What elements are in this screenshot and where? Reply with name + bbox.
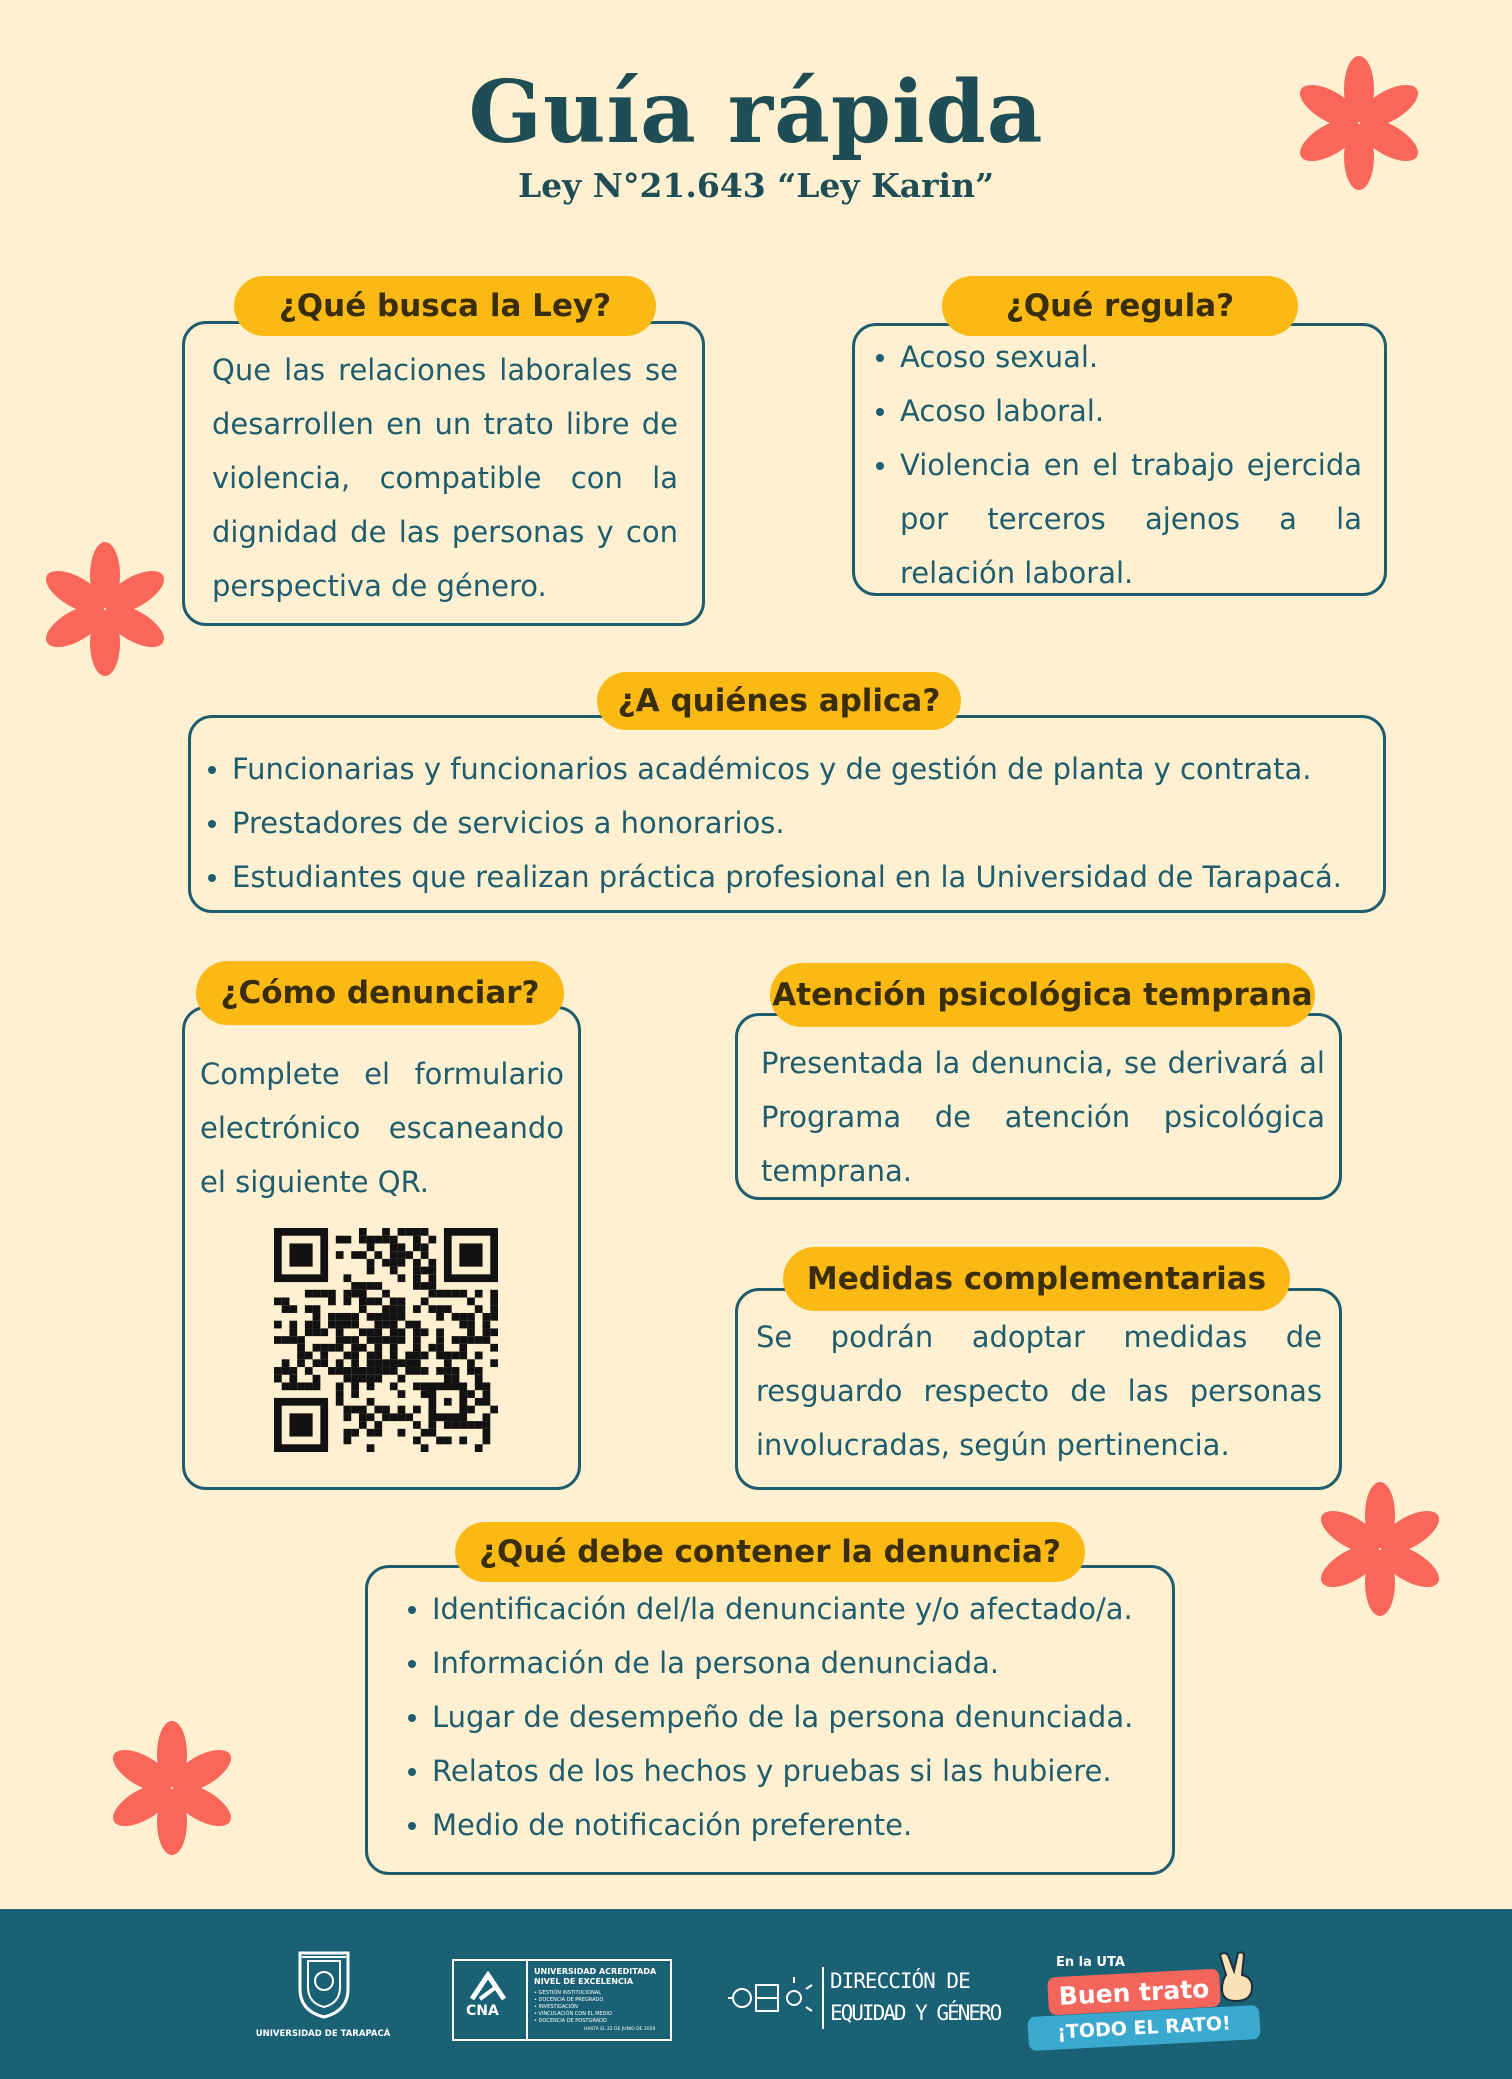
flower-decoration bbox=[1297, 55, 1421, 191]
list-item: Prestadores de servicios a honorarios. bbox=[204, 796, 1384, 850]
list-item: Medio de notificación preferente. bbox=[404, 1798, 1174, 1852]
bt-main: Buen trato bbox=[1047, 1969, 1221, 2016]
page-title: Guía rápida bbox=[468, 62, 1044, 163]
cna-title-1: UNIVERSIDAD ACREDITADA bbox=[534, 1967, 657, 1976]
deg-line-2: EQUIDAD Y GÉNERO bbox=[830, 2001, 1001, 2025]
cna-item: • DOCENCIA DE POSTGRADO bbox=[534, 2018, 607, 2024]
cna-item: • DOCENCIA DE PREGRADO bbox=[534, 1997, 604, 2003]
aplica-list bbox=[204, 742, 1384, 904]
cna-until: HASTA EL 22 DE JUNIO DE 2029 bbox=[584, 2027, 656, 2032]
cna-item: • VINCULACIÓN CON EL MEDIO bbox=[534, 2011, 612, 2017]
regula-list bbox=[872, 330, 1362, 600]
uta-name: UNIVERSIDAD DE TARAPACÁ bbox=[255, 2029, 391, 2039]
peace-hand-icon bbox=[1212, 1951, 1260, 2003]
uta-shield-icon bbox=[296, 1949, 352, 2019]
denunciar-text: Complete el formulario electrónico escaneando el siguiente QR. bbox=[200, 1057, 564, 1199]
list-item: Estudiantes que realizan práctica profesional en la Universidad de Tarapacá. bbox=[204, 850, 1384, 904]
cna-items bbox=[534, 1990, 612, 2025]
list-item: Acoso sexual. bbox=[872, 330, 1362, 384]
bt-small: En la UTA bbox=[1056, 1955, 1125, 1970]
qr-code-icon[interactable] bbox=[274, 1228, 498, 1452]
deg-line-1: DIRECCIÓN DE bbox=[830, 1969, 970, 1993]
list-item: Lugar de desempeño de la persona denunciada. bbox=[404, 1690, 1174, 1744]
bt-sub: ¡TODO EL RATO! bbox=[1027, 2005, 1260, 2051]
list-item: Violencia en el trabajo ejercida por terceros ajenos a la relación laboral. bbox=[872, 438, 1362, 600]
medidas-text: Se podrán adoptar medidas de resguardo respecto de las personas involucradas, según pertinencia. bbox=[756, 1320, 1322, 1462]
buen-trato-logo[interactable] bbox=[1024, 1949, 1274, 2049]
cna-mark-icon bbox=[468, 1971, 508, 2001]
list-item: Relatos de los hechos y pruebas si las hubiere. bbox=[404, 1744, 1174, 1798]
cna-title-2: NIVEL DE EXCELENCIA bbox=[534, 1977, 634, 1986]
atencion-text: Presentada la denuncia, se derivará al Programa de atención psicológica temprana. bbox=[761, 1046, 1325, 1188]
denunciar-heading: ¿Cómo denunciar? bbox=[196, 961, 564, 1025]
list-item: Acoso laboral. bbox=[872, 384, 1362, 438]
contener-list bbox=[404, 1582, 1174, 1852]
busca-text: Que las relaciones laborales se desarrollen en un trato libre de violencia, compatible con la dignidad de las personas y con perspectiva de género. bbox=[212, 353, 678, 603]
uta-logo[interactable] bbox=[248, 1949, 398, 2049]
busca-heading: ¿Qué busca la Ley? bbox=[234, 276, 656, 336]
cna-item: • INVESTIGACIÓN bbox=[534, 2004, 578, 2010]
flower-decoration bbox=[43, 541, 167, 677]
list-item: Funcionarias y funcionarios académicos y de gestión de planta y contrata. bbox=[204, 742, 1384, 796]
aplica-heading: ¿A quiénes aplica? bbox=[597, 672, 961, 730]
footer bbox=[0, 1909, 1512, 2079]
flower-decoration bbox=[1318, 1481, 1442, 1617]
regula-heading: ¿Qué regula? bbox=[942, 276, 1298, 336]
list-item: Información de la persona denunciada. bbox=[404, 1636, 1174, 1690]
flower-decoration bbox=[110, 1720, 234, 1856]
cna-item: • GESTIÓN INSTITUCIONAL bbox=[534, 1990, 602, 1996]
list-item: Identificación del/la denunciante y/o afectado/a. bbox=[404, 1582, 1174, 1636]
cna-logo[interactable] bbox=[452, 1959, 672, 2041]
deg-logo[interactable] bbox=[728, 1959, 1008, 2039]
page-subtitle: Ley N°21.643 “Ley Karin” bbox=[517, 166, 995, 205]
contener-heading: ¿Qué debe contener la denuncia? bbox=[455, 1522, 1085, 1582]
medidas-heading: Medidas complementarias bbox=[783, 1247, 1290, 1311]
cna-short: CNA bbox=[466, 2003, 499, 2019]
deg-symbol-icon bbox=[728, 1973, 818, 2023]
atencion-heading: Atención psicológica temprana bbox=[770, 963, 1315, 1027]
